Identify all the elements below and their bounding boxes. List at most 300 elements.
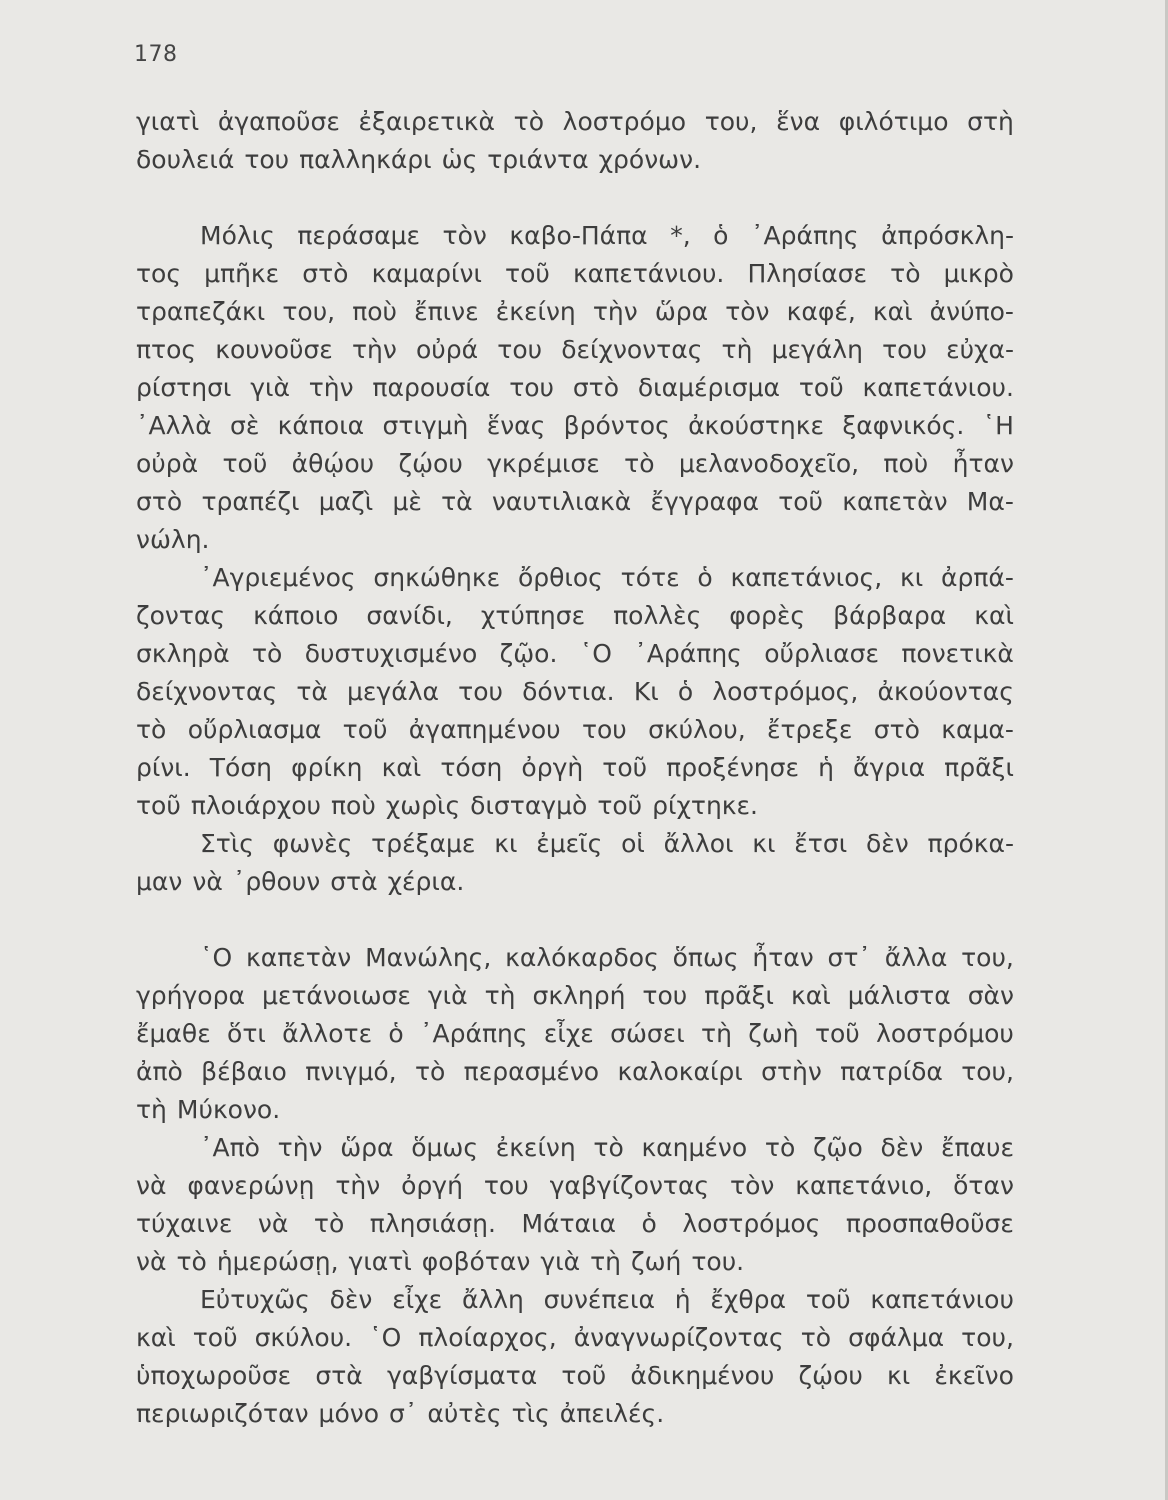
- word: οὔρλιασε: [764, 639, 879, 668]
- word: ἀδικημένου: [630, 1361, 775, 1390]
- word: τὴ: [136, 1095, 167, 1124]
- word: ἡ: [818, 753, 834, 782]
- text-line: [136, 749, 1014, 787]
- word: κι: [899, 563, 924, 592]
- word: τὸ: [624, 449, 655, 478]
- word: τοῦ: [136, 791, 181, 820]
- text-line: [136, 103, 1014, 141]
- word: φρίκη: [291, 753, 363, 782]
- word: δὲν: [329, 1285, 373, 1314]
- word: σανίδι,: [366, 601, 453, 630]
- word: τότε: [620, 563, 680, 592]
- word: ζῷο: [812, 1133, 863, 1162]
- word: μικρὸ: [943, 259, 1014, 288]
- word: ἔπαυε: [940, 1133, 1014, 1162]
- word: ἔτσι: [794, 829, 848, 858]
- word: τὴ: [701, 1019, 732, 1048]
- word: σ᾽: [389, 1399, 418, 1428]
- word: ἐκείνη: [495, 1133, 576, 1162]
- text-line: [136, 1357, 1014, 1395]
- word: Μα-: [966, 487, 1014, 516]
- word: ἀγαπημένου: [408, 715, 561, 744]
- word: ξαφνικός.: [842, 411, 965, 440]
- word: ᾽Αράπης: [751, 221, 859, 250]
- word: τραπεζάκι: [136, 297, 266, 326]
- text-line: [136, 597, 1014, 635]
- word: ἔτρεξε: [766, 715, 853, 744]
- word: ᾽Αγριεμένος: [200, 563, 356, 592]
- word: τὸ: [890, 259, 921, 288]
- text-line: [136, 863, 1014, 901]
- word: Μάταια: [521, 1209, 616, 1238]
- word: δισταγμὸ: [470, 791, 588, 820]
- word: τοῦ: [805, 1285, 851, 1314]
- word: περιωριζόταν: [136, 1399, 309, 1428]
- word: του: [458, 677, 503, 706]
- text-line: [136, 445, 1014, 483]
- word: στ᾽: [827, 943, 871, 972]
- word: *,: [670, 221, 691, 250]
- word: ἕνας: [486, 411, 546, 440]
- word: πολλὲς: [613, 601, 702, 630]
- word: τὴν: [308, 373, 354, 402]
- word: ζωὴ: [748, 1019, 799, 1048]
- text-line: [136, 1319, 1014, 1357]
- word: ἦταν: [952, 449, 1014, 478]
- word: πτος: [136, 335, 197, 364]
- word: ᾽Αλλὰ: [136, 411, 212, 440]
- word: του,: [961, 1057, 1014, 1086]
- word: στὰ: [315, 1361, 363, 1390]
- word: του,: [704, 107, 758, 136]
- word: ζῷο.: [499, 639, 558, 668]
- word: καπετάνιου.: [572, 259, 725, 288]
- word: Μόλις: [200, 221, 275, 250]
- word: χέρια.: [387, 867, 465, 896]
- text-line: [136, 673, 1014, 711]
- word: σὰν: [967, 981, 1014, 1010]
- word: ὡς: [441, 145, 478, 174]
- word: Μανώλης,: [365, 943, 492, 972]
- word: καπετάνιο,: [795, 1171, 933, 1200]
- word: νώλη.: [136, 525, 210, 554]
- word: μεγάλη: [771, 335, 863, 364]
- word: ἀκούστηκε: [688, 411, 825, 440]
- text-line: [136, 141, 1014, 179]
- word: καμαρίνι: [371, 259, 482, 288]
- word: καὶ: [381, 753, 422, 782]
- word: τοῦ: [505, 259, 550, 288]
- word: μεγάλα: [347, 677, 439, 706]
- word: ἔμαθε: [136, 1019, 211, 1048]
- word: μόνο: [318, 1399, 380, 1428]
- word: ἀκούοντας: [877, 677, 1014, 706]
- text-line: [136, 977, 1014, 1015]
- word: στὴν: [761, 1057, 822, 1086]
- word: τοῦ: [602, 753, 648, 782]
- word: ἀθῴου: [291, 449, 375, 478]
- word: αὐτὲς: [427, 1399, 502, 1428]
- word: σκύλου,: [648, 715, 746, 744]
- word: τὴν: [277, 1133, 323, 1162]
- word: ἀνύπο-: [929, 297, 1014, 326]
- word: στὸ: [136, 487, 183, 516]
- word: πρᾶξι: [944, 753, 1014, 782]
- word: μαν: [136, 867, 183, 896]
- word: ὥρα: [340, 1133, 394, 1162]
- word: πονετικὰ: [901, 639, 1014, 668]
- word: καμα-: [941, 715, 1014, 744]
- word: καπετάνιου.: [862, 373, 1014, 402]
- word: ἀναγνωρίζοντας: [573, 1323, 784, 1352]
- word: στὸ: [873, 715, 920, 744]
- text-line: [136, 1053, 1014, 1091]
- word: ὄρθιος: [517, 563, 603, 592]
- word: ὅμως: [411, 1133, 478, 1162]
- word: ὥρα: [654, 297, 709, 326]
- word: ῾Η: [982, 411, 1014, 440]
- text-line: [136, 711, 1014, 749]
- word: ζωή: [630, 1247, 682, 1276]
- word: εἶχε: [543, 1019, 594, 1048]
- word: ὅπως: [672, 943, 739, 972]
- word: ἀπὸ: [136, 1057, 183, 1086]
- body-text: [136, 103, 1014, 1433]
- word: προσπαθοῦσε: [845, 1209, 1014, 1238]
- text-line: [136, 1129, 1014, 1167]
- word: ποὺ: [330, 791, 376, 820]
- word: ὁ: [713, 221, 729, 250]
- word: ἐξαιρετικὰ: [358, 107, 495, 136]
- word: γρήγορα: [136, 981, 245, 1010]
- word: ἦταν: [752, 943, 814, 972]
- word: μετάνοιωσε: [261, 981, 411, 1010]
- word: φοβόταν: [421, 1247, 531, 1276]
- word: σώσει: [610, 1019, 685, 1048]
- word: τοῦ: [561, 1361, 607, 1390]
- text-line: [136, 1205, 1014, 1243]
- word: τοῦ: [222, 449, 268, 478]
- word: γιατὶ: [348, 1247, 412, 1276]
- word: καημένο: [641, 1133, 748, 1162]
- word: καπετάνιου: [870, 1285, 1014, 1314]
- word: καὶ: [872, 297, 913, 326]
- text-line: [136, 939, 1014, 977]
- word: ζῴου: [398, 449, 463, 478]
- word: του,: [961, 1323, 1014, 1352]
- paragraph-gap: [136, 179, 1014, 217]
- word: ρίχτηκε.: [652, 791, 758, 820]
- text-line: [136, 1015, 1014, 1053]
- word: τραπέζι: [201, 487, 300, 516]
- word: ἐκείνη: [495, 297, 576, 326]
- word: τὸ: [176, 1247, 207, 1276]
- word: τοῦ: [342, 715, 388, 744]
- word: τρέξαμε: [371, 829, 476, 858]
- word: τὸ: [136, 715, 167, 744]
- word: καλόκαρδος: [505, 943, 659, 972]
- word: εὐχα-: [946, 335, 1014, 364]
- word: ῾Ο: [200, 943, 233, 972]
- word: στὴ: [967, 107, 1014, 136]
- word: ρίστησι: [136, 373, 232, 402]
- word: τὸ: [313, 1209, 345, 1238]
- word: Κι: [633, 677, 659, 706]
- word: λοστρόμος: [682, 1209, 821, 1238]
- word: ἡμερώσῃ,: [216, 1247, 339, 1276]
- word: σὲ: [229, 411, 260, 440]
- word: λοστρόμος,: [712, 677, 859, 706]
- word: φιλότιμο: [838, 107, 949, 136]
- word: ναυτιλιακὰ: [491, 487, 632, 516]
- word: γιὰ: [540, 1247, 581, 1276]
- word: σκύλου.: [254, 1323, 353, 1352]
- word: τὸ: [513, 107, 545, 136]
- text-line: [136, 635, 1014, 673]
- word: λοστρόμο: [562, 107, 687, 136]
- word: γιὰ: [250, 373, 290, 402]
- word: ὅτι: [227, 1019, 266, 1048]
- text-line: [136, 255, 1014, 293]
- word: ῾Ο: [369, 1323, 402, 1352]
- page-number: 178: [134, 42, 178, 67]
- word: ποὺ: [352, 297, 398, 326]
- word: του: [497, 335, 543, 364]
- word: ῾Ο: [579, 639, 612, 668]
- word: ὁ: [388, 1019, 404, 1048]
- word: καλοκαίρι: [617, 1057, 743, 1086]
- word: παρουσία: [372, 373, 491, 402]
- word: καφέ,: [786, 297, 856, 326]
- word: τὴν: [351, 335, 397, 364]
- word: τὰ: [441, 487, 473, 516]
- word: δείχνοντας: [136, 677, 278, 706]
- word: ἔγγραφα: [650, 487, 759, 516]
- word: ἄλλοι: [663, 829, 734, 858]
- word: τοῦ: [192, 1323, 238, 1352]
- word: νὰ: [136, 1171, 167, 1200]
- word: εἶχε: [392, 1285, 443, 1314]
- word: μαζὶ: [318, 487, 374, 516]
- word: στὸ: [302, 259, 349, 288]
- word: περασμένο: [463, 1057, 600, 1086]
- word: τὸ: [800, 1323, 832, 1352]
- word: σκληρὰ: [136, 639, 230, 668]
- word: ᾽Αράπης: [420, 1019, 528, 1048]
- word: πατρίδα: [840, 1057, 943, 1086]
- word: τὸ: [593, 1133, 624, 1162]
- word: οὔρλιασμα: [187, 715, 322, 744]
- word: βέβαιο: [201, 1057, 287, 1086]
- word: γιὰ: [427, 981, 468, 1010]
- word: ὀργὴ: [521, 753, 584, 782]
- word: πλησιάσῃ.: [369, 1209, 496, 1238]
- word: τοῦ: [814, 1019, 860, 1048]
- word: ἐμεῖς: [536, 829, 603, 858]
- word: τὰ: [296, 677, 328, 706]
- text-line: [136, 1091, 1014, 1129]
- word: ᾽Αράπης: [634, 639, 742, 668]
- text-line: [136, 787, 1014, 825]
- word: ἔχθρα: [710, 1285, 787, 1314]
- text-line: [136, 407, 1014, 445]
- word: ἔπινε: [414, 297, 479, 326]
- word: δὲν: [880, 1133, 924, 1162]
- word: ὑποχωροῦσε: [136, 1361, 292, 1390]
- word: γαβγίσματα: [386, 1361, 538, 1390]
- word: ἄλλα: [884, 943, 948, 972]
- word: του.: [691, 1247, 745, 1276]
- word: βάρβαρα: [833, 601, 947, 630]
- word: ὁ: [697, 563, 713, 592]
- word: νὰ: [192, 867, 223, 896]
- word: του: [244, 145, 290, 174]
- word: δουλειά: [136, 145, 235, 174]
- word: οὐρὰ: [136, 449, 199, 478]
- word: του: [581, 715, 627, 744]
- word: Στὶς: [200, 829, 254, 858]
- word: τὴ: [484, 981, 516, 1010]
- word: τὸ: [414, 1057, 446, 1086]
- word: τὴν: [592, 297, 638, 326]
- word: μάλιστα: [847, 981, 951, 1010]
- word: φορὲς: [729, 601, 806, 630]
- word: ἀπειλές.: [559, 1399, 665, 1428]
- word: του: [509, 373, 554, 402]
- word: καὶ: [974, 601, 1014, 630]
- word: ᾽ρθουν: [232, 867, 321, 896]
- text-line: [136, 331, 1014, 369]
- word: πρᾶξι: [704, 981, 775, 1010]
- word: ὅταν: [953, 1171, 1014, 1200]
- word: ὁ: [677, 677, 694, 706]
- text-line: [136, 293, 1014, 331]
- word: καβο-Πάπα: [509, 221, 648, 250]
- word: τὴ: [590, 1247, 621, 1276]
- word: κάποια: [277, 411, 365, 440]
- word: τὸν: [730, 1171, 775, 1200]
- word: τὴ: [721, 335, 753, 364]
- text-line: [136, 369, 1014, 407]
- word: τὶς: [511, 1399, 550, 1428]
- text-line: [136, 483, 1014, 521]
- word: βρόντος: [563, 411, 670, 440]
- word: πρόκα-: [927, 829, 1014, 858]
- word: τὴν: [335, 1171, 381, 1200]
- word: γκρέμισε: [487, 449, 600, 478]
- word: ἡ: [674, 1285, 691, 1314]
- word: παλληκάρι: [299, 145, 432, 174]
- word: κάποιο: [253, 601, 339, 630]
- word: σηκώθηκε: [373, 563, 501, 592]
- text-line: [136, 521, 1014, 559]
- word: κουνοῦσε: [215, 335, 333, 364]
- text-line: [136, 1395, 1014, 1433]
- word: καπετὰν: [842, 487, 948, 516]
- word: συνέπεια: [543, 1285, 655, 1314]
- word: Εὐτυχῶς: [200, 1285, 310, 1314]
- word: μπῆκε: [204, 259, 280, 288]
- text-line: [136, 825, 1014, 863]
- text-line: [136, 559, 1014, 597]
- word: ἀγαποῦσε: [217, 107, 340, 136]
- word: μελανοδοχεῖο,: [678, 449, 860, 478]
- word: διαμέρισμα: [637, 373, 781, 402]
- word: γιατὶ: [136, 107, 200, 136]
- word: δυστυχισμένο: [304, 639, 478, 668]
- word: στὰ: [330, 867, 378, 896]
- word: χωρὶς: [385, 791, 461, 820]
- word: ἄλλη: [461, 1285, 524, 1314]
- word: προξένησε: [666, 753, 800, 782]
- text-line: [136, 1167, 1014, 1205]
- word: τριάντα: [487, 145, 589, 174]
- word: ἀπρόσκλη-: [881, 221, 1014, 250]
- word: τύχαινε: [136, 1209, 233, 1238]
- word: Μύκονο.: [176, 1095, 281, 1124]
- word: ζῴου: [798, 1361, 863, 1390]
- word: τος: [136, 259, 182, 288]
- word: ἄλλοτε: [282, 1019, 373, 1048]
- word: ᾽Απὸ: [200, 1133, 260, 1162]
- word: καπετὰν: [246, 943, 352, 972]
- word: ἐκεῖνο: [934, 1361, 1014, 1390]
- word: σκληρή: [532, 981, 626, 1010]
- text-line: [136, 1243, 1014, 1281]
- word: χτύπησε: [480, 601, 586, 630]
- word: κι: [494, 829, 518, 858]
- paragraph-gap: [136, 901, 1014, 939]
- word: του: [483, 1171, 529, 1200]
- word: του: [642, 981, 688, 1010]
- word: τὸ: [251, 639, 283, 668]
- word: στὸ: [572, 373, 620, 402]
- word: πλοιάρχου: [190, 791, 321, 820]
- word: περάσαμε: [297, 221, 420, 250]
- word: δείχνοντας: [561, 335, 703, 364]
- word: φανερώνῃ: [187, 1171, 315, 1200]
- word: στιγμὴ: [382, 411, 469, 440]
- word: καὶ: [791, 981, 831, 1010]
- word: χρόνων.: [598, 145, 702, 174]
- word: λοστρόμου: [876, 1019, 1014, 1048]
- word: τὸν: [442, 221, 487, 250]
- word: καπετάνιος,: [730, 563, 883, 592]
- word: καὶ: [136, 1323, 176, 1352]
- word: πλοίαρχος,: [418, 1323, 557, 1352]
- word: ὀργή: [401, 1171, 463, 1200]
- word: Τόση: [209, 753, 273, 782]
- word: οὐρά: [416, 335, 479, 364]
- word: ἄγρια: [853, 753, 926, 782]
- word: Πλησίασε: [747, 259, 868, 288]
- word: ὁ: [641, 1209, 657, 1238]
- word: τοῦ: [778, 487, 824, 516]
- word: δὲν: [865, 829, 909, 858]
- word: ρίνι.: [136, 753, 191, 782]
- word: του: [882, 335, 927, 364]
- word: μὲ: [392, 487, 422, 516]
- word: ἀρπά-: [941, 563, 1014, 592]
- word: τοῦ: [597, 791, 643, 820]
- word: οἱ: [621, 829, 645, 858]
- word: νὰ: [136, 1247, 167, 1276]
- word: του,: [961, 943, 1014, 972]
- word: κι: [752, 829, 776, 858]
- word: του,: [282, 297, 336, 326]
- word: ζοντας: [136, 601, 226, 630]
- word: δόντια.: [522, 677, 615, 706]
